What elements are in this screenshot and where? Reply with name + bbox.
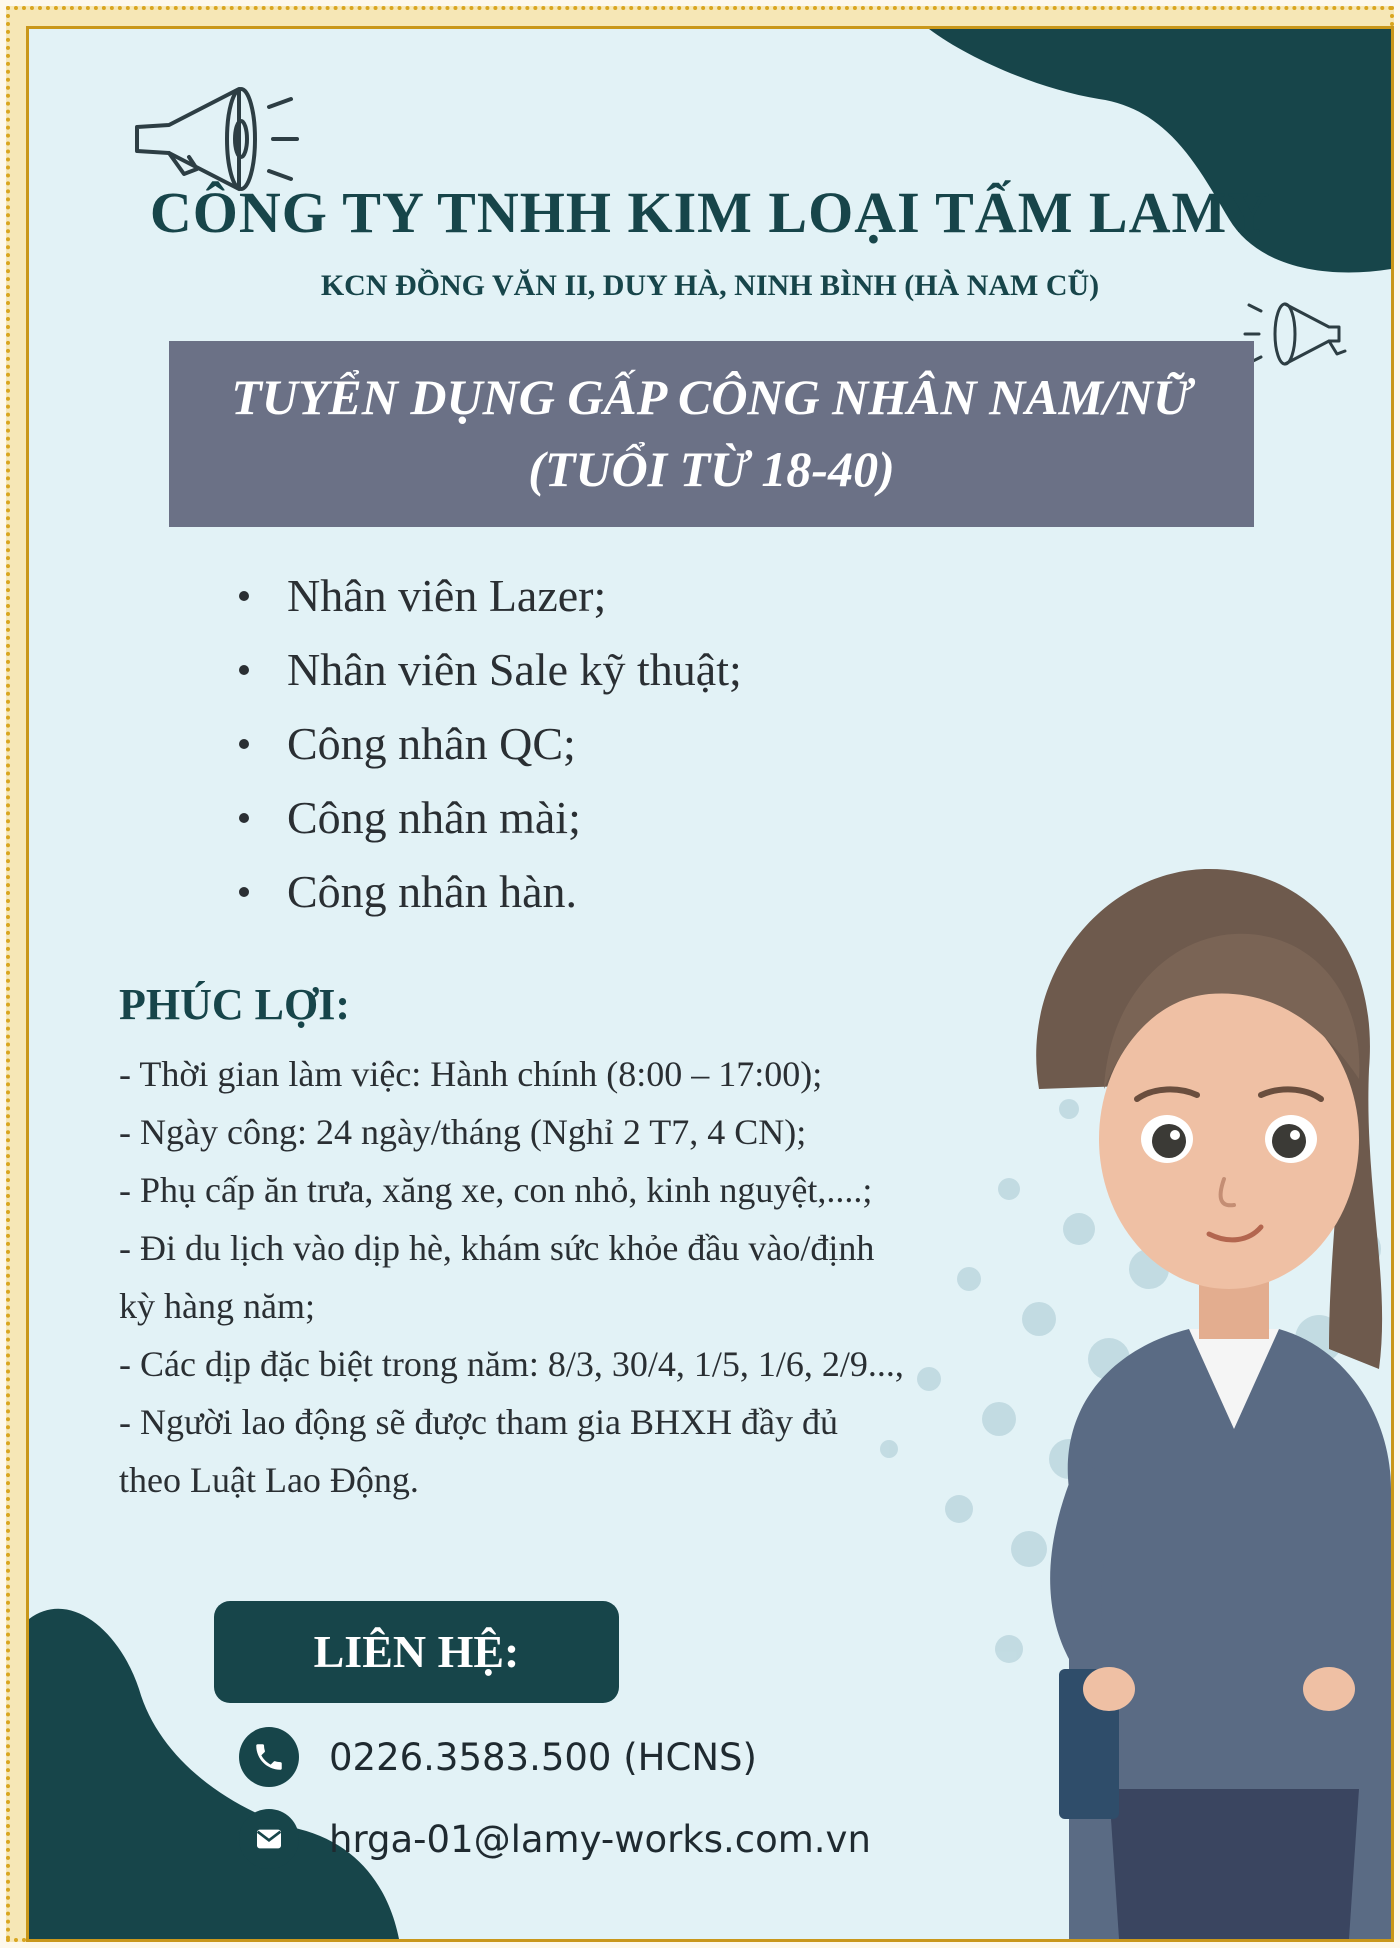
job-title: Nhân viên Lazer; — [287, 570, 607, 621]
benefits-heading: PHÚC LỢI: — [119, 980, 350, 1029]
benefits-list — [119, 1045, 1079, 1509]
list-item — [239, 781, 742, 855]
bullet-icon — [239, 739, 249, 749]
job-list — [239, 559, 742, 929]
benefit-line: - Ngày công: 24 ngày/tháng (Nghỉ 2 T7, 4 CN); — [119, 1112, 807, 1152]
poster — [26, 26, 1394, 1942]
mail-icon — [239, 1809, 299, 1869]
benefit-line: - Phụ cấp ăn trưa, xăng xe, con nhỏ, kinh nguyệt,....; — [119, 1170, 873, 1210]
bullet-icon — [239, 665, 249, 675]
job-title: Công nhân QC; — [287, 718, 576, 769]
company-name: CÔNG TY TNHH KIM LOẠI TẤM LAMY — [149, 180, 1271, 245]
bullet-icon — [239, 887, 249, 897]
banner-headline: TUYỂN DỤNG GẤP CÔNG NHÂN NAM/NỮ — [231, 369, 1192, 425]
benefit-line: kỳ hàng năm; — [119, 1286, 315, 1326]
benefit-line: - Các dịp đặc biệt trong năm: 8/3, 30/4, 1/5, 1/6, 2/9..., — [119, 1344, 904, 1384]
email-address[interactable]: hrga-01@lamy-works.com.vn — [329, 1817, 871, 1861]
bullet-icon — [239, 591, 249, 601]
benefit-line: theo Luật Lao Động. — [119, 1460, 419, 1500]
list-item — [239, 707, 742, 781]
banner-age-range: (TUỔI TỪ 18-40) — [528, 441, 895, 497]
company-address: KCN ĐỒNG VĂN II, DUY HÀ, NINH BÌNH (HÀ NAM CŨ) — [320, 269, 1100, 302]
list-item — [239, 559, 742, 633]
bullet-icon — [239, 813, 249, 823]
phone-icon — [239, 1727, 299, 1787]
job-title: Công nhân hàn. — [287, 866, 578, 917]
benefit-line: - Thời gian làm việc: Hành chính (8:00 – 17:00); — [119, 1054, 823, 1094]
benefit-line: - Người lao động sẽ được tham gia BHXH đầy đủ — [119, 1402, 838, 1442]
job-title: Công nhân mài; — [287, 792, 581, 843]
contact-phone — [239, 1725, 757, 1789]
recruitment-banner — [169, 341, 1254, 527]
contact-heading: LIÊN HỆ: — [214, 1601, 619, 1703]
list-item — [239, 633, 742, 707]
phone-number: 0226.3583.500 (HCNS) — [329, 1735, 757, 1779]
contact-email — [239, 1807, 871, 1871]
job-title: Nhân viên Sale kỹ thuật; — [287, 644, 742, 695]
list-item — [239, 855, 742, 929]
decorative-frame — [6, 6, 1394, 1942]
benefit-line: - Đi du lịch vào dịp hè, khám sức khỏe đầu vào/định — [119, 1228, 875, 1268]
